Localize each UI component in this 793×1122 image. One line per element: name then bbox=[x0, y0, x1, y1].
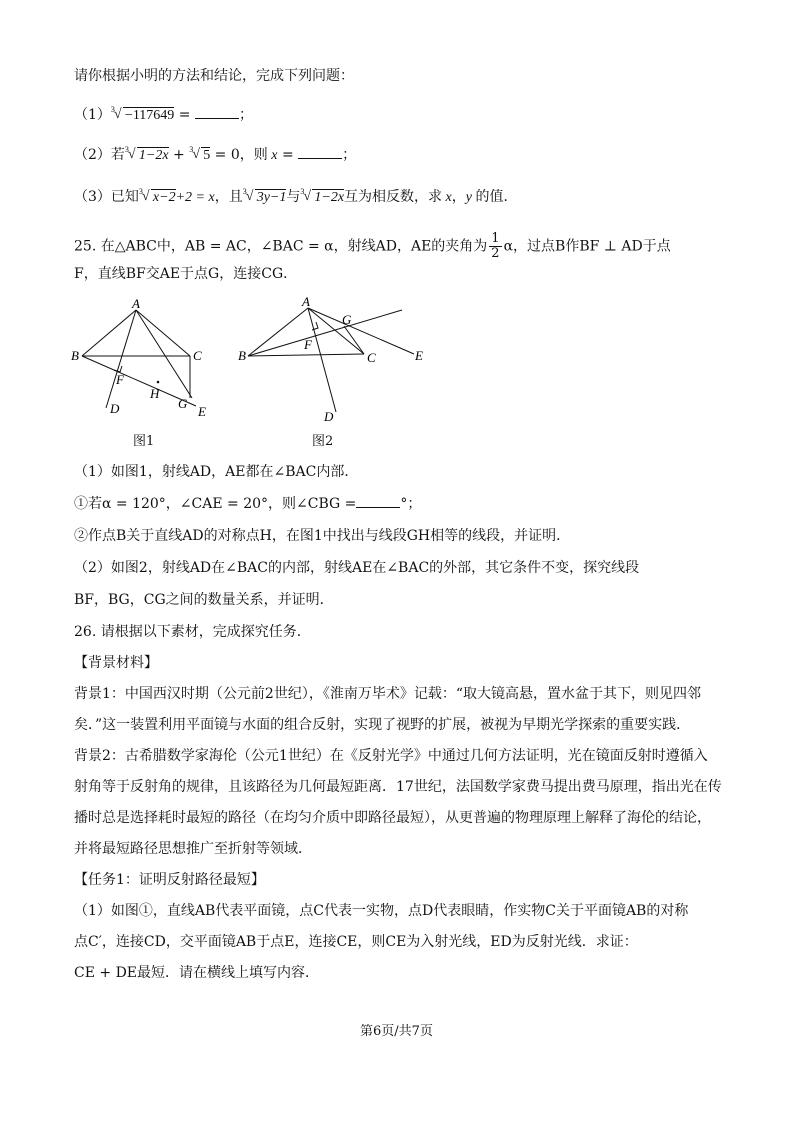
fig1-label-d: D bbox=[110, 401, 120, 416]
q25-stem-line2: F，直线BF交AE于点G，连接CG． bbox=[74, 266, 298, 282]
q25-part1-intro: （1）如图1，射线AD，AE都在∠BAC内部． bbox=[74, 464, 359, 480]
fig1-label-a: A bbox=[132, 298, 140, 311]
point-h bbox=[157, 381, 160, 384]
page-footer: 第6页/共7页 bbox=[360, 1024, 433, 1039]
q26-background2-line3: 播时总是选择耗时最短的路径（在均匀介质中即路径最短），从更普遍的物理原理上解释了海伦的结论， bbox=[74, 810, 711, 826]
q26-background1-line2: 矣．”这一装置利用平面镜与水面的组合反射，实现了视野的扩展，被视为早期光学探索的重要实践． bbox=[74, 717, 691, 733]
q26-background-heading: 【背景材料】 bbox=[74, 655, 158, 671]
q26-task1-line2: 点C′，连接CD，交平面镜AB于点E，连接CE，则CE为入射光线，ED为反射光线．求证： bbox=[74, 934, 638, 950]
fig1-label-e: E bbox=[198, 404, 206, 419]
q26-background2-line2: 射角等于反射角的规律，且该路径为几何最短距离．17世纪，法国数学家费马提出费马原理，指出光在传 bbox=[74, 779, 722, 795]
fig2-label-f: F bbox=[304, 337, 312, 352]
q26-task1-line1: （1）如图①，直线AB代表平面镜，点C代表一实物，点D代表眼睛，作实物C关于平面镜AB的对称 bbox=[74, 903, 689, 919]
q26-task1-heading: 【任务1：证明反射路径最短】 bbox=[74, 872, 265, 888]
fig1-label-c: C bbox=[193, 348, 202, 363]
fig2-label-b: B bbox=[238, 348, 246, 363]
q25-part2-line1: （2）如图2，射线AD在∠BAC的内部，射线AE在∠BAC的外部，其它条件不变，探究线段 bbox=[74, 560, 640, 576]
q24-part1: （1） 3 √ −117649 = ； bbox=[74, 105, 253, 123]
answer-blank bbox=[356, 495, 400, 508]
q24-part2: （2）若 3 √ 1−2x + 3 √ 5 = 0，则 x = ； bbox=[74, 145, 357, 163]
fig2-label-d: D bbox=[324, 409, 334, 424]
fig1-caption: 图1 bbox=[133, 434, 155, 449]
figure-1 bbox=[66, 298, 226, 423]
q25-part2-line2: BF，BG，CG之间的数量关系，并证明． bbox=[74, 592, 334, 608]
fig2-caption: 图2 bbox=[312, 434, 334, 449]
q26-background2-line1: 背景2：古希腊数学家海伦（公元1世纪）在《反射光学》中通过几何方法证明，光在镜面反射时遵循入 bbox=[74, 748, 708, 764]
answer-blank bbox=[298, 146, 342, 159]
q26-title: 26. 请根据以下素材，完成探究任务． bbox=[74, 624, 311, 640]
fig1-label-g: G bbox=[178, 396, 188, 411]
fig1-label-f: F bbox=[116, 372, 124, 387]
figure-2 bbox=[236, 296, 436, 426]
fig1-label-b: B bbox=[71, 348, 79, 363]
q25-part1-item2: ②作点B关于直线AD的对称点H，在图1中找出与线段GH相等的线段，并证明． bbox=[74, 528, 571, 544]
fig2-label-g: G bbox=[342, 312, 352, 327]
answer-blank bbox=[195, 106, 239, 119]
q26-background1-line1: 背景1：中国西汉时期（公元前2世纪），《淮南万毕术》记载：“取大镜高悬，置水盆于其下，则见四邻 bbox=[74, 686, 701, 702]
intro-text: 请你根据小明的方法和结论，完成下列问题： bbox=[74, 68, 354, 84]
q26-background2-line4: 并将最短路径思想推广至折射等领域． bbox=[74, 841, 312, 857]
q25-part1-item1: ①若α = 120°，∠CAE = 20°，则∠CBG = °； bbox=[74, 496, 422, 512]
fig2-label-e: E bbox=[415, 348, 423, 363]
q25-stem-line1: 25. 在△ABC中，AB = AC，∠BAC = α，射线AD，AE的夹角为 $\frac{1}{2}$ α，过点B作BF ⊥ AD于点 bbox=[74, 231, 671, 261]
fig1-label-h: H bbox=[150, 386, 160, 401]
q24-part3: （3）已知 3 √ x−2+2 = x，且 3 √ 3y−1与 3 √ 1−2x互为相反数，求 x，y 的值． bbox=[74, 187, 518, 205]
q26-task1-line3: CE + DE最短．请在横线上填写内容． bbox=[74, 965, 320, 981]
fig2-label-c: C bbox=[367, 350, 376, 365]
fig2-label-a: A bbox=[302, 296, 310, 309]
